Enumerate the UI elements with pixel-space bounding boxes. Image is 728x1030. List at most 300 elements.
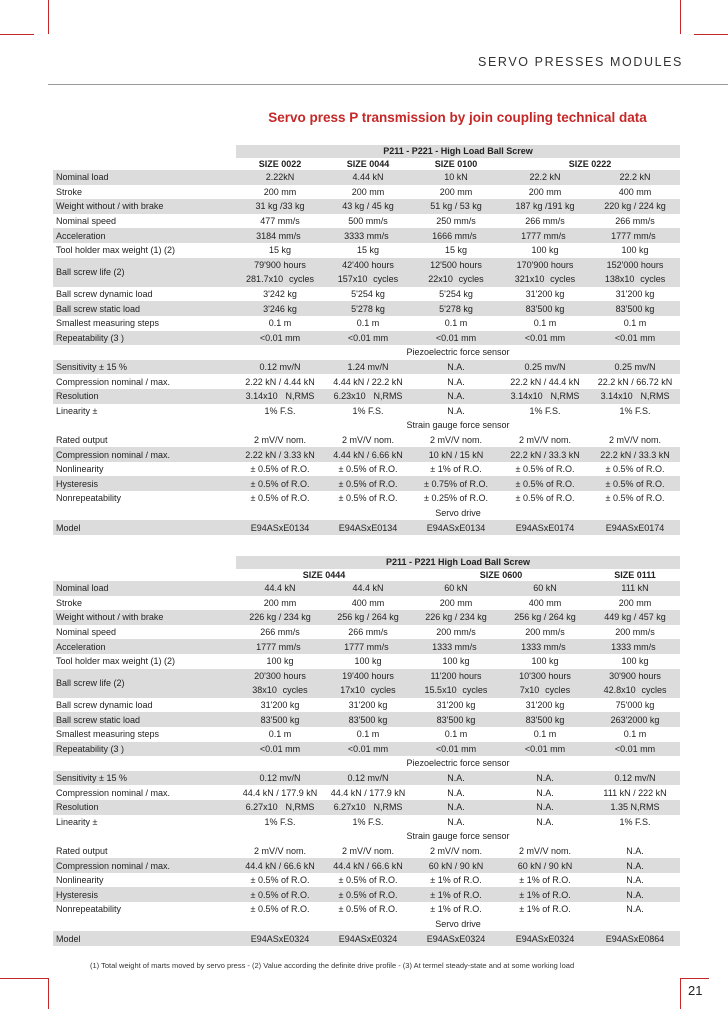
cell-value: 5'254 kg (324, 287, 412, 302)
cycles-unit: cycles (280, 685, 308, 696)
blank-cell (53, 345, 236, 360)
cell-value: <0.01 mm (500, 742, 590, 757)
row-label: Stroke (53, 596, 236, 611)
cell-value: 15 kg (236, 243, 324, 258)
row-label: Hysteresis (53, 887, 236, 902)
row-label: Rated output (53, 844, 236, 859)
cell-value: 170'900 hours (500, 258, 590, 273)
cell-value (412, 683, 500, 698)
accel-value: 1333 mm/s (521, 641, 566, 652)
cell-value: E94ASxE0324 (412, 931, 500, 946)
cell-value: E94ASxE0134 (412, 520, 500, 535)
cell-value: 152'000 hours (590, 258, 680, 273)
cell-value: 200 mm (412, 185, 500, 200)
table-row (53, 771, 680, 786)
cell-value: <0.01 mm (590, 742, 680, 757)
row-label: Acceleration (53, 639, 236, 654)
cell-value: 200 mm (236, 185, 324, 200)
accel-value: 1666 mm/s (432, 230, 477, 241)
cell-value: ± 0.75% of R.O. (412, 476, 500, 491)
table-row (53, 610, 680, 625)
row-label: Smallest measuring steps (53, 316, 236, 331)
resolution-unit: N,RMS (282, 802, 315, 813)
row-label: Nonrepeatability (53, 491, 236, 506)
cell-value: 5'278 kg (324, 301, 412, 316)
cell-value: 31'200 kg (412, 698, 500, 713)
cell-value: 2 mV/V nom. (500, 433, 590, 448)
page-title: Servo press P transmission by join coupling technical data (268, 110, 647, 125)
row-label: Ball screw static load (53, 301, 236, 316)
cell-value: 10 kN (412, 170, 500, 185)
cell-value: 200 mm/s (590, 625, 680, 640)
cell-value: 20'300 hours (236, 669, 324, 684)
resolution-exponent (278, 389, 283, 390)
blank-cell (53, 756, 236, 771)
cell-value: ± 0.25% of R.O. (412, 491, 500, 506)
table-row (53, 228, 680, 243)
accel-value: 1333 mm/s (611, 641, 656, 652)
section-label: Servo drive (236, 917, 680, 932)
section-label: Servo drive (236, 506, 680, 521)
cell-value: 2.22kN (236, 170, 324, 185)
cycles-base: 7x10 (519, 685, 540, 696)
table-row (53, 844, 680, 859)
cell-value: 0.1 m (590, 727, 680, 742)
cell-value: 4.44 kN / 22.2 kN (324, 374, 412, 389)
cell-value: 100 kg (412, 654, 500, 669)
cycles-unit: cycles (370, 274, 399, 285)
cell-value: 400 mm (590, 185, 680, 200)
cell-value: 4.44 kN / 6.66 kN (324, 447, 412, 462)
cell-value: ± 0.5% of R.O. (500, 462, 590, 477)
cell-value: <0.01 mm (412, 742, 500, 757)
spec-table-2 (53, 556, 680, 946)
cell-value: 1% F.S. (590, 815, 680, 830)
cell-value: 2 mV/V nom. (412, 433, 500, 448)
cell-value: 2 mV/V nom. (500, 844, 590, 859)
cell-value: N.A. (412, 815, 500, 830)
cell-value: 83'500 kg (500, 301, 590, 316)
cell-value: 263'2000 kg (590, 712, 680, 727)
cell-value: N.A. (412, 785, 500, 800)
row-label: Model (53, 520, 236, 535)
table-row (53, 727, 680, 742)
row-label: Weight without / with brake (53, 199, 236, 214)
row-label: Ball screw dynamic load (53, 698, 236, 713)
accel-exponent (301, 639, 304, 640)
row-label: Compression nominal / max. (53, 447, 236, 462)
page-header: SERVO PRESSES MODULES (478, 55, 683, 69)
cell-value: E94ASxE0174 (590, 520, 680, 535)
table-row (53, 669, 680, 684)
cell-value: 60 kN / 90 kN (412, 858, 500, 873)
accel-exponent (566, 228, 569, 229)
cell-value (324, 639, 412, 654)
cell-value: 1% F.S. (324, 404, 412, 419)
cycles-unit: cycles (542, 685, 571, 696)
header-divider (48, 84, 728, 85)
row-label: Repeatability (3 ) (53, 331, 236, 346)
table-caption-row (53, 556, 680, 569)
cell-value: 266 mm/s (324, 625, 412, 640)
cell-value: ± 1% of R.O. (412, 873, 500, 888)
cell-value: 5'278 kg (412, 301, 500, 316)
resolution-unit: N,RMS (370, 391, 403, 402)
cell-value: 0.12 mv/N (324, 771, 412, 786)
section-label: Strain gauge force sensor (236, 829, 680, 844)
cell-value: E94ASxE0324 (324, 931, 412, 946)
table-row (53, 360, 680, 375)
cycles-base: 15.5x10 (424, 685, 457, 696)
cell-value: ± 1% of R.O. (412, 462, 500, 477)
cell-value: 44.4 kN / 66.6 kN (236, 858, 324, 873)
cell-value: 100 kg (324, 654, 412, 669)
table-caption: P211 - P221 High Load Ball Screw (236, 556, 680, 569)
row-label: Compression nominal / max. (53, 374, 236, 389)
cell-value: ± 0.5% of R.O. (590, 491, 680, 506)
table-row (53, 476, 680, 491)
accel-exponent (656, 639, 659, 640)
table-row (53, 170, 680, 185)
row-label: Tool holder max weight (1) (2) (53, 654, 236, 669)
cell-value: ± 0.5% of R.O. (590, 462, 680, 477)
cell-value: ± 0.5% of R.O. (236, 902, 324, 917)
table-row (53, 625, 680, 640)
cell-value: 79'900 hours (236, 258, 324, 273)
size-header: SIZE 0100 (412, 158, 500, 171)
cell-value: 83'500 kg (590, 301, 680, 316)
cell-value: 22.2 kN / 66.72 kN (590, 374, 680, 389)
table-caption-row (53, 145, 680, 158)
cell-value: 11'200 hours (412, 669, 500, 684)
row-label: Resolution (53, 800, 236, 815)
cell-value: 44.4 kN / 177.9 kN (236, 785, 324, 800)
cell-value: <0.01 mm (236, 742, 324, 757)
table-row (53, 581, 680, 596)
table-row (53, 331, 680, 346)
cell-value: 0.12 mv/N (236, 771, 324, 786)
cell-value: 60 kN (500, 581, 590, 596)
cell-value: 0.25 mv/N (500, 360, 590, 375)
accel-exponent (301, 228, 304, 229)
cell-value: 200 mm (324, 185, 412, 200)
table-row (53, 815, 680, 830)
table-row (53, 389, 680, 404)
cell-value: 0.1 m (236, 316, 324, 331)
footnote: (1) Total weight of marts moved by servo press - (2) Value according the definite drive profile - (3) At termel steady-state and at some working load (90, 961, 575, 970)
cell-value (500, 228, 590, 243)
resolution-base: 6.27x10 (333, 802, 366, 813)
section-label: Strain gauge force sensor (236, 418, 680, 433)
table-row (53, 639, 680, 654)
cell-value: ± 0.5% of R.O. (324, 491, 412, 506)
cycles-base: 157x10 (337, 274, 368, 285)
cell-value (412, 639, 500, 654)
cell-value: 0.1 m (590, 316, 680, 331)
cell-value (590, 800, 680, 815)
accel-value: 3333 mm/s (344, 230, 389, 241)
resolution-unit: N,RMS (637, 391, 670, 402)
cell-value: ± 0.5% of R.O. (324, 476, 412, 491)
cell-value: 187 kg /191 kg (500, 199, 590, 214)
table-row (53, 931, 680, 946)
cycles-base: 138x10 (604, 274, 635, 285)
cell-value: N.A. (500, 771, 590, 786)
table-row (53, 258, 680, 273)
cell-value: ± 0.5% of R.O. (324, 873, 412, 888)
cycles-base: 42.8x10 (603, 685, 636, 696)
cell-value: 10'300 hours (500, 669, 590, 684)
accel-exponent (389, 639, 392, 640)
table-row (53, 199, 680, 214)
cell-value (500, 389, 590, 404)
size-header: SIZE 0044 (324, 158, 412, 171)
cycles-unit: cycles (637, 274, 666, 285)
cell-value: ± 0.5% of R.O. (324, 902, 412, 917)
cell-value: E94ASxE0324 (500, 931, 590, 946)
table-row (53, 462, 680, 477)
resolution-exponent (633, 389, 638, 390)
table-row (53, 374, 680, 389)
table-row (53, 858, 680, 873)
resolution-base: 3.14x10 (600, 391, 633, 402)
row-label: Ball screw life (2) (53, 669, 236, 698)
cell-value: 100 kg (500, 654, 590, 669)
section-label: Piezoelectric force sensor (236, 756, 680, 771)
row-label: Model (53, 931, 236, 946)
cell-value: 0.12 mv/N (236, 360, 324, 375)
cycles-unit: cycles (286, 274, 314, 285)
cell-value: 0.1 m (236, 727, 324, 742)
blank-cell (53, 506, 236, 521)
resolution-base: 6.23x10 (333, 391, 366, 402)
cell-value: 15 kg (324, 243, 412, 258)
cell-value: 83'500 kg (412, 712, 500, 727)
cell-value: 0.1 m (500, 727, 590, 742)
table-row (53, 902, 680, 917)
accel-value: 1777 mm/s (611, 230, 656, 241)
cell-value: 0.1 m (324, 727, 412, 742)
cell-value: E94ASxE0324 (236, 931, 324, 946)
row-label: Smallest measuring steps (53, 727, 236, 742)
crop-mark (48, 0, 49, 34)
spec-table-1 (53, 145, 680, 535)
row-label: Rated output (53, 433, 236, 448)
cell-value: 266 mm/s (590, 214, 680, 229)
row-label: Nonrepeatability (53, 902, 236, 917)
cell-value: 256 kg / 264 kg (324, 610, 412, 625)
cell-value: N.A. (412, 404, 500, 419)
resolution-base: N.A. (447, 802, 465, 813)
row-label: Weight without / with brake (53, 610, 236, 625)
accel-value: 1777 mm/s (521, 230, 566, 241)
cell-value: <0.01 mm (324, 742, 412, 757)
cell-value: 60 kN / 90 kN (500, 858, 590, 873)
resolution-base: N.A. (536, 802, 554, 813)
table-row (53, 873, 680, 888)
cell-value: ± 1% of R.O. (500, 902, 590, 917)
section-label: Piezoelectric force sensor (236, 345, 680, 360)
cell-value: 226 kg / 234 kg (236, 610, 324, 625)
blank-cell (53, 829, 236, 844)
cell-value: N.A. (412, 771, 500, 786)
row-label: Nominal speed (53, 625, 236, 640)
row-label: Acceleration (53, 228, 236, 243)
corner-mark (0, 978, 49, 1009)
cell-value (324, 272, 412, 287)
cell-value (412, 228, 500, 243)
accel-exponent (656, 228, 659, 229)
cell-value (236, 228, 324, 243)
resolution-base: 1.35 N,RMS (610, 802, 660, 813)
size-header-row (53, 158, 680, 171)
size-header: SIZE 0022 (236, 158, 324, 171)
cell-value: 200 mm/s (500, 625, 590, 640)
table-row (53, 520, 680, 535)
row-label: Resolution (53, 389, 236, 404)
resolution-base: 6.27x10 (245, 802, 278, 813)
row-label: Ball screw dynamic load (53, 287, 236, 302)
section-row (53, 756, 680, 771)
resolution-unit: N,RMS (282, 391, 315, 402)
row-label: Nonlinearity (53, 462, 236, 477)
cell-value: 22.2 kN / 44.4 kN (500, 374, 590, 389)
cell-value: 111 kN (590, 581, 680, 596)
cell-value: 200 mm (500, 185, 590, 200)
cell-value: 400 mm (500, 596, 590, 611)
table-row (53, 404, 680, 419)
table-row (53, 433, 680, 448)
cell-value: 2 mV/V nom. (236, 844, 324, 859)
cell-value: 31'200 kg (500, 698, 590, 713)
cell-value (590, 639, 680, 654)
cell-value (590, 389, 680, 404)
cycles-base: 22x10 (428, 274, 453, 285)
cell-value: 31'200 kg (590, 287, 680, 302)
cell-value: 226 kg / 234 kg (412, 610, 500, 625)
cell-value: 266 mm/s (500, 214, 590, 229)
cell-value: <0.01 mm (500, 331, 590, 346)
accel-exponent (389, 228, 392, 229)
page-number: 21 (688, 983, 703, 998)
accel-value: 1333 mm/s (432, 641, 477, 652)
cycles-unit: cycles (547, 274, 576, 285)
cell-value: ± 0.5% of R.O. (236, 476, 324, 491)
section-row (53, 917, 680, 932)
resolution-unit: N,RMS (547, 391, 580, 402)
table-row (53, 287, 680, 302)
cell-value: 31'200 kg (324, 698, 412, 713)
size-header: SIZE 0600 (412, 569, 590, 582)
cell-value: 2 mV/V nom. (412, 844, 500, 859)
accel-value: 1777 mm/s (256, 641, 301, 652)
cell-value: 5'254 kg (412, 287, 500, 302)
cell-value (236, 272, 324, 287)
section-row (53, 829, 680, 844)
cell-value: 256 kg / 264 kg (500, 610, 590, 625)
cell-value: 15 kg (412, 243, 500, 258)
cell-value: <0.01 mm (412, 331, 500, 346)
cell-value: ± 1% of R.O. (412, 887, 500, 902)
cell-value (412, 389, 500, 404)
cell-value: N.A. (590, 873, 680, 888)
cell-value: 43 kg / 45 kg (324, 199, 412, 214)
cell-value (236, 389, 324, 404)
cell-value (236, 683, 324, 698)
cell-value: N.A. (590, 844, 680, 859)
table-row (53, 316, 680, 331)
row-label: Tool holder max weight (1) (2) (53, 243, 236, 258)
table-row (53, 596, 680, 611)
blank-cell (53, 917, 236, 932)
cell-value (324, 389, 412, 404)
cell-value (324, 683, 412, 698)
cell-value: 22.2 kN / 33.3 kN (590, 447, 680, 462)
cell-value: 42'400 hours (324, 258, 412, 273)
size-header: SIZE 0222 (500, 158, 680, 171)
cell-value: 3'246 kg (236, 301, 324, 316)
cycles-unit: cycles (638, 685, 667, 696)
table-row (53, 698, 680, 713)
cell-value: 400 mm (324, 596, 412, 611)
row-label: Ball screw life (2) (53, 258, 236, 287)
cell-value: ± 1% of R.O. (500, 873, 590, 888)
accel-value: 1777 mm/s (344, 641, 389, 652)
table-row (53, 654, 680, 669)
cell-value: 4.44 kN (324, 170, 412, 185)
cycles-unit: cycles (456, 274, 484, 285)
cell-value: 250 mm/s (412, 214, 500, 229)
table-row (53, 243, 680, 258)
cell-value: 449 kg / 457 kg (590, 610, 680, 625)
cell-value: N.A. (590, 902, 680, 917)
row-label: Nonlinearity (53, 873, 236, 888)
cell-value: 31 kg /33 kg (236, 199, 324, 214)
cell-value (324, 228, 412, 243)
resolution-exponent (543, 389, 548, 390)
cycles-base: 321x10 (514, 274, 545, 285)
cycles-base: 281.7x10 (246, 274, 284, 285)
cell-value: 12'500 hours (412, 258, 500, 273)
cell-value: <0.01 mm (590, 331, 680, 346)
crop-mark (694, 34, 728, 35)
resolution-exponent (278, 800, 283, 801)
crop-mark (0, 34, 34, 35)
cell-value: E94ASxE0134 (324, 520, 412, 535)
row-label: Repeatability (3 ) (53, 742, 236, 757)
cell-value: 44.4 kN (324, 581, 412, 596)
cell-value: 2.22 kN / 4.44 kN (236, 374, 324, 389)
table-row (53, 887, 680, 902)
cell-value: ± 0.5% of R.O. (236, 887, 324, 902)
cycles-base: 17x10 (340, 685, 365, 696)
cell-value: 1% F.S. (590, 404, 680, 419)
row-label: Sensitivity ± 15 % (53, 771, 236, 786)
resolution-exponent (366, 800, 371, 801)
table-row (53, 742, 680, 757)
cell-value: 22.2 kN (500, 170, 590, 185)
cell-value: ± 0.5% of R.O. (236, 491, 324, 506)
cell-value: 200 mm (590, 596, 680, 611)
cell-value: N.A. (500, 785, 590, 800)
cell-value: 100 kg (590, 243, 680, 258)
row-label: Hysteresis (53, 476, 236, 491)
cell-value: 0.1 m (500, 316, 590, 331)
cell-value: 100 kg (236, 654, 324, 669)
resolution-base: 3.14x10 (245, 391, 278, 402)
cell-value: 31'200 kg (500, 287, 590, 302)
cycles-unit: cycles (368, 685, 396, 696)
